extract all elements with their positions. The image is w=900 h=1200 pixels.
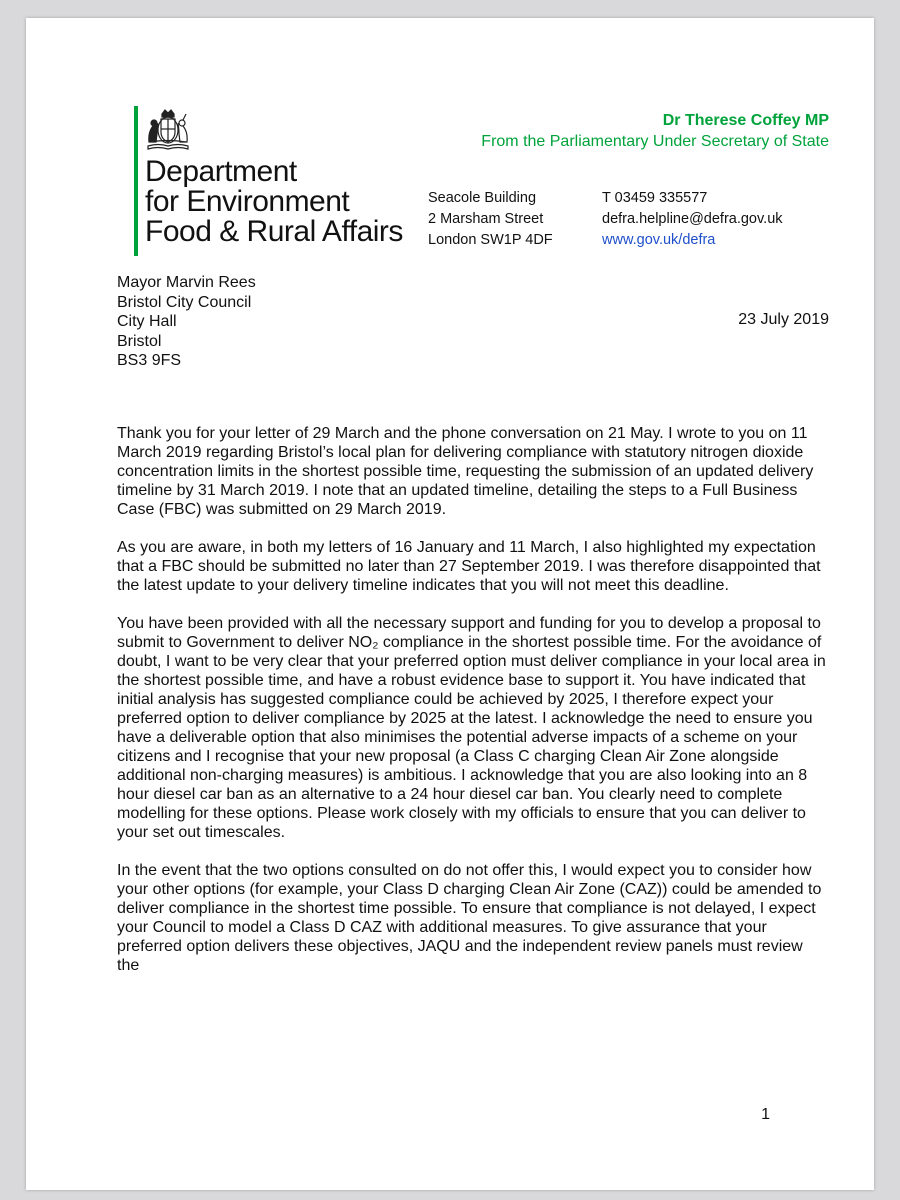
letter-page [26, 18, 874, 1190]
page-number: 1 [761, 1106, 770, 1123]
sender-role: From the Parliamentary Under Secretary of State [481, 133, 829, 150]
email-address[interactable]: defra.helpline@defra.gov.uk [602, 211, 783, 227]
body-paragraph: As you are aware, in both my letters of 16 January and 11 March, I also highlighted my expectation that a FBC should be submitted no later than 27 September 2019. I was therefore disappointed that the latest update to your delivery timeline indicates that you will not meet this deadline. [117, 539, 821, 594]
letter-body [117, 424, 829, 994]
recipient-line: BS3 9FS [117, 352, 182, 369]
sender-name: Dr Therese Coffey MP [662, 112, 829, 129]
royal-coat-of-arms-icon [144, 108, 192, 152]
body-paragraph: You have been provided with all the necessary support and funding for you to develop a proposal to submit to Government to deliver NO₂ compliance in the shortest possible time. For the avoidance of doubt, I want to be very clear that your preferred option must deliver compliance in your local area in the shortest possible time, and have a robust evidence base to support it. You have indicated that initial analysis has suggested compliance could be achieved by 2025, I therefore expect your preferred option to deliver compliance by 2025 at the latest. I acknowledge the need to ensure you have a deliverable option that also minimises the potential adverse impacts of a scheme on your citizens and I recognise that your new proposal (a Class C charging Clean Air Zone alongside additional non-charging measures) is ambitious. I acknowledge that you are also looking into an 8 hour diesel car ban as an alternative to a 24 hour diesel car ban. You clearly need to complete modelling for these options. Please work closely with my officials to ensure that you can deliver to your set out timescales. [117, 615, 826, 841]
phone-number: T 03459 335577 [602, 190, 708, 206]
address-line: London SW1P 4DF [428, 232, 553, 248]
recipient-line: Bristol [117, 332, 162, 350]
letter-date: 23 July 2019 [738, 311, 829, 328]
department-name [145, 157, 403, 247]
body-paragraph: In the event that the two options consulted on do not offer this, I would expect you to consider how your other options (for example, your Class D charging Clean Air Zone (CAZ)) could be amended to deliver compliance in the shortest time possible. To ensure that compliance is not delayed, I expect your Council to model a Class D CAZ with additional measures. To give assurance that your preferred option delivers these objectives, JAQU and the independent review panels must review the [117, 862, 822, 974]
body-paragraph: Thank you for your letter of 29 March and the phone conversation on 21 May. I wrote to you on 11 March 2019 regarding Bristol’s local plan for delivering compliance with statutory nitrogen dioxide concentration limits in the shortest possible time, requesting the submission of an updated delivery timeline by 31 March 2019. I note that an updated timeline, detailing the steps to a Full Business Case (FBC) was submitted on 29 March 2019. [117, 425, 814, 518]
recipient-line: Mayor Marvin Rees [117, 274, 256, 291]
recipient-address [117, 273, 256, 371]
department-line: for Environment [145, 185, 350, 218]
sender-block [481, 110, 829, 152]
office-address [428, 188, 553, 251]
brand-bar [134, 106, 138, 256]
website-link[interactable]: www.gov.uk/defra [602, 232, 716, 248]
department-line: Department [145, 155, 297, 188]
recipient-line: City Hall [117, 313, 177, 330]
department-line: Food & Rural Affairs [145, 215, 403, 248]
address-line: 2 Marsham Street [428, 211, 544, 227]
recipient-line: Bristol City Council [117, 293, 252, 311]
contact-details [602, 188, 783, 251]
address-line: Seacole Building [428, 190, 537, 206]
